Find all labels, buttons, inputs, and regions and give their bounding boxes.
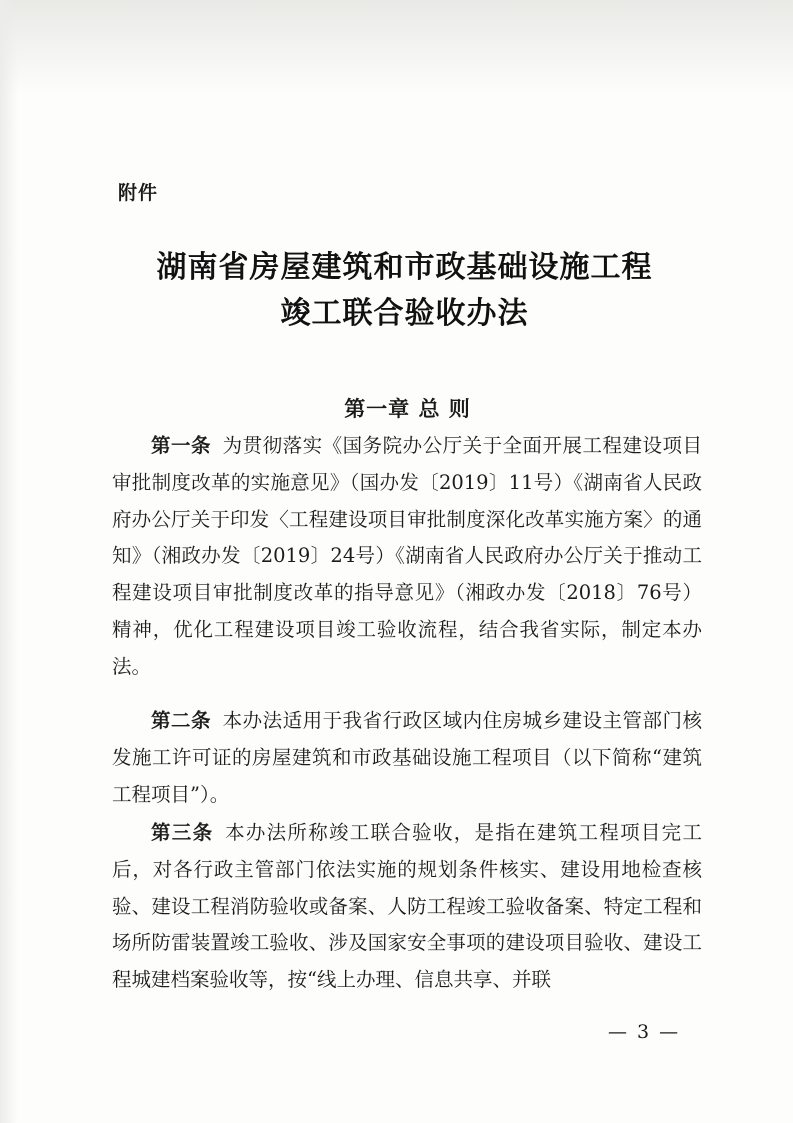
attachment-label: 附件: [118, 182, 159, 204]
article-1-text: 为贯彻落实《国务院办公厅关于全面开展工程建设项目审批制度改革的实施意见》（国办发〔2019〕11号）《湖南省人民政府办公厅关于印发〈工程建设项目审批制度深化改革实施方案〉的通知》（湘政办发〔2019〕24号）《湖南省人民政府办公厅关于推动工程建设项目审批制度改革的指导意见》（湘政办发〔2018〕76号）精神，优化工程建设项目竣工验收流程，结合我省实际，制定本办法。: [112, 434, 702, 678]
article-3-text: 本办法所称竣工联合验收，是指在建筑工程项目完工后，对各行政主管部门依法实施的规划条件核实、建设用地检查核验、建设工程消防验收或备案、人防工程竣工验收备案、特定工程和场所防雷装置竣工验收、涉及国家安全事项的建设项目验收、建设工程城建档案验收等，按“线上办理、信息共享、并联: [112, 821, 702, 992]
article-3-heading: 第三条: [151, 821, 214, 844]
document-title-line-1: 湖南省房屋建筑和市政基础设施工程: [156, 250, 653, 285]
page-number: — 3 —: [608, 1021, 681, 1043]
article-1-heading: 第一条: [151, 434, 211, 457]
scan-edge: [0, 0, 18, 1123]
scan-shadow: [0, 0, 793, 95]
article-2-text: 本办法适用于我省行政区域内住房城乡建设主管部门核发施工许可证的房屋建筑和市政基础设施工程项目（以下简称“建筑工程项目”）。: [112, 709, 702, 806]
article-1: [112, 428, 702, 686]
document-title-line-2: 竣工联合验收办法: [280, 296, 529, 331]
article-2: [112, 703, 702, 813]
chapter-heading: 第一章 总 则: [344, 397, 471, 421]
article-2-heading: 第二条: [151, 709, 211, 732]
article-3: [112, 815, 702, 999]
